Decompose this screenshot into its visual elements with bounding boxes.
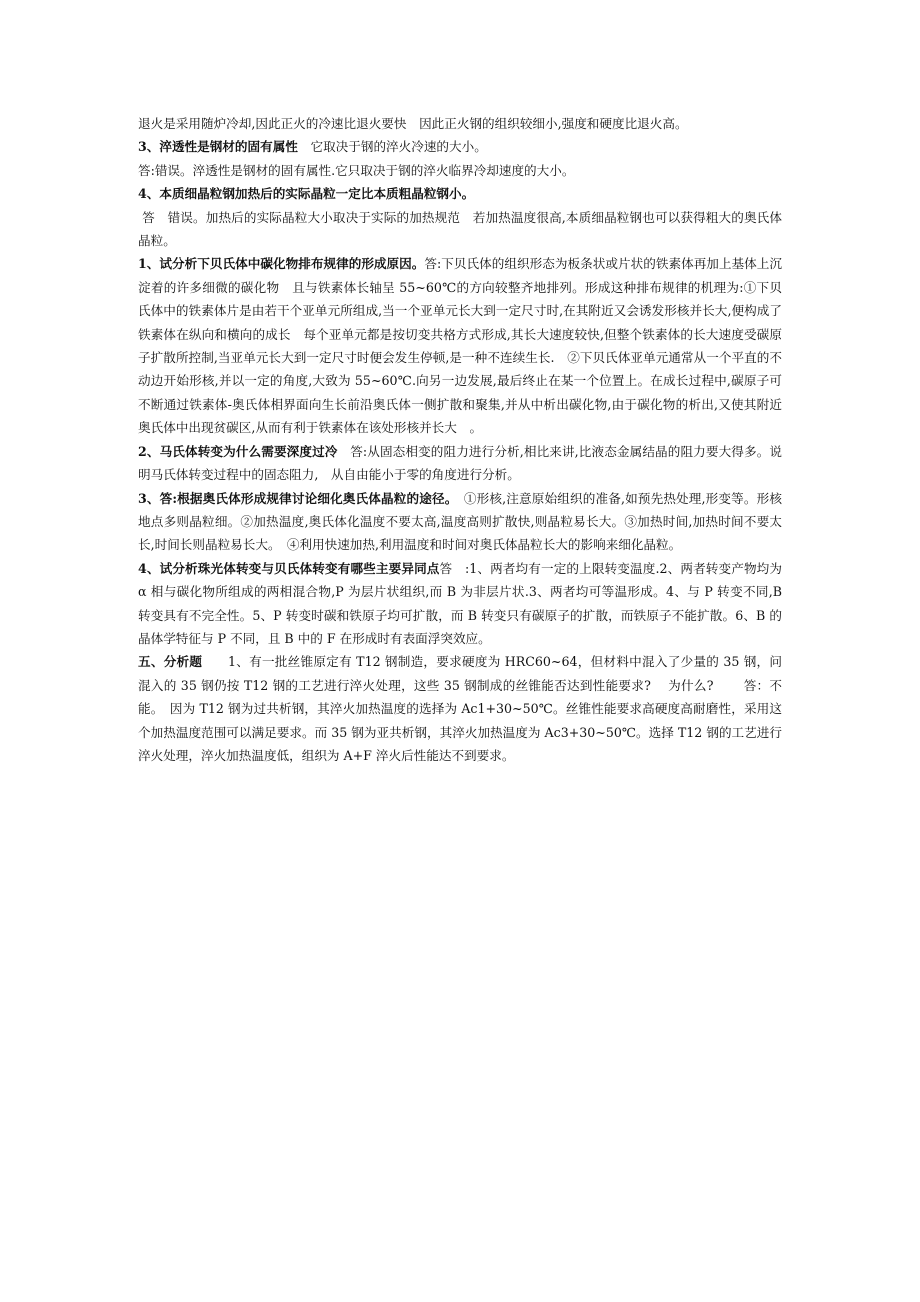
paragraph-10-heading: 五、分析题	[138, 654, 203, 670]
paragraph-9-heading: 4、试分析珠光体转变与贝氏体转变有哪些主要异同点	[138, 560, 440, 576]
paragraph-7-text: 答:从固态相变的阻力进行分析,相比来讲,比液态金属结晶的阻力要大得多。说明马氏体转变过程中的固态阻力, 从自由能小于零的角度进行分析。	[138, 443, 782, 483]
paragraph-7-heading: 2、马氏体转变为什么需要深度过冷	[138, 443, 338, 459]
document-page	[138, 112, 787, 767]
paragraph-9	[138, 557, 787, 651]
paragraph-1	[138, 112, 782, 135]
paragraph-9-text: 答 :1、两者均有一定的上限转变温度.2、两者转变产物均为 α 相与碳化物所组成的两相混合物,P 为层片状组织,而 B 为非层片状.3、两者均可等温形成。4、与 P 转变不同,B 转变具有不完全性。5、P 转变时碳和铁原子均可扩散，而 B 转变只有碳原子的扩散，而铁原子不能扩散。6、B 的晶体学特征与 P 不同，且 B 中的 F 在形成时有表面浮突效应。	[138, 560, 787, 646]
paragraph-3	[138, 159, 782, 182]
paragraph-1-text: 退火是采用随炉冷却,因此正火的冷速比退火要快 因此正火钢的组织较细小,强度和硬度比退火高。	[138, 116, 688, 131]
paragraph-8-text: ①形核,注意原始组织的准备,如预先热处理,形变等。形核地点多则晶粒细。②加热温度,奥氏体化温度不要太高,温度高则扩散快,则晶粒易长大。③加热时间,加热时间不要太长,时间长则晶粒易长大。 ④利用快速加热,利用温度和时间对奥氏体晶粒长大的影响来细化晶粒。	[138, 490, 782, 553]
paragraph-10-text: 1、有一批丝锥原定有 T12 钢制造，要求硬度为 HRC60~64，但材料中混入了少量的 35 钢，问混入的 35 钢仍按 T12 钢的工艺进行淬火处理，这些 35 钢制成的丝锥能否达到性能要求? 为什么? 答：不能。 因为 T12 钢为过共析钢，其淬火加热温度的选择为 Ac1+30~50℃。丝锥性能要求高硬度高耐磨性，采用这个加热温度范围可以满足要求。而 35 钢为亚共析钢，其淬火加热温度为 Ac3+30~50℃。选择 T12 钢的工艺进行淬火处理，淬火加热温度低，组织为 A+F 淬火后性能达不到要求。	[138, 654, 782, 763]
paragraph-2-heading: 3、淬透性是钢材的固有属性	[138, 139, 298, 155]
paragraph-4	[138, 182, 782, 205]
paragraph-6-text: 答:下贝氏体的组织形态为板条状或片状的铁素体再加上基体上沉淀着的许多细微的碳化物 且与铁素体长轴呈 55~60℃的方向较整齐地排列。形成这种排布规律的机理为:①下贝氏体中的铁素体片是由若干个亚单元所组成,当一个亚单元长大到一定尺寸时,在其附近又会诱发形核并长大,便构成了铁素体在纵向和横向的成长 每个亚单元都是按切变共格方式形成,其长大速度较快,但整个铁素体的长大速度受碳原子扩散所控制,当亚单元长大到一定尺寸时便会发生停顿,是一种不连续生长. ②下贝氏体亚单元通常从一个平直的不动边开始形核,并以一定的角度,大致为 55~60℃.向另一边发展,最后终止在某一个位置上。在成长过程中,碳原子可不断通过铁素体-奥氏体相界面向生长前沿奥氏体一侧扩散和聚集,并从中析出碳化物,由于碳化物的析出,又使其附近奥氏体中出现贫碳区,从而有利于铁素体在该处形核并长大 。	[138, 256, 783, 436]
paragraph-5	[138, 206, 782, 253]
paragraph-10	[138, 650, 782, 767]
paragraph-2-text: 它取决于钢的淬火冷速的大小。	[297, 139, 487, 155]
paragraph-2	[138, 135, 782, 158]
paragraph-8-heading: 3、答:根据奥氏体形成规律讨论细化奥氏体晶粒的途径。	[138, 490, 452, 506]
paragraph-8	[138, 487, 782, 557]
paragraph-5-text: 答 错误。加热后的实际晶粒大小取决于实际的加热规范 若加热温度很高,本质细晶粒钢也可以获得粗大的奥氏体晶粒。	[138, 209, 782, 249]
paragraph-6-heading: 1、试分析下贝氏体中碳化物排布规律的形成原因。	[138, 256, 425, 272]
paragraph-7	[138, 440, 782, 487]
paragraph-4-heading: 4、本质细晶粒钢加热后的实际晶粒一定比本质粗晶粒钢小。	[138, 186, 475, 202]
paragraph-3-text: 答:错误。淬透性是钢材的固有属性.它只取决于钢的淬火临界冷却速度的大小。	[138, 162, 575, 178]
paragraph-6	[138, 252, 782, 439]
